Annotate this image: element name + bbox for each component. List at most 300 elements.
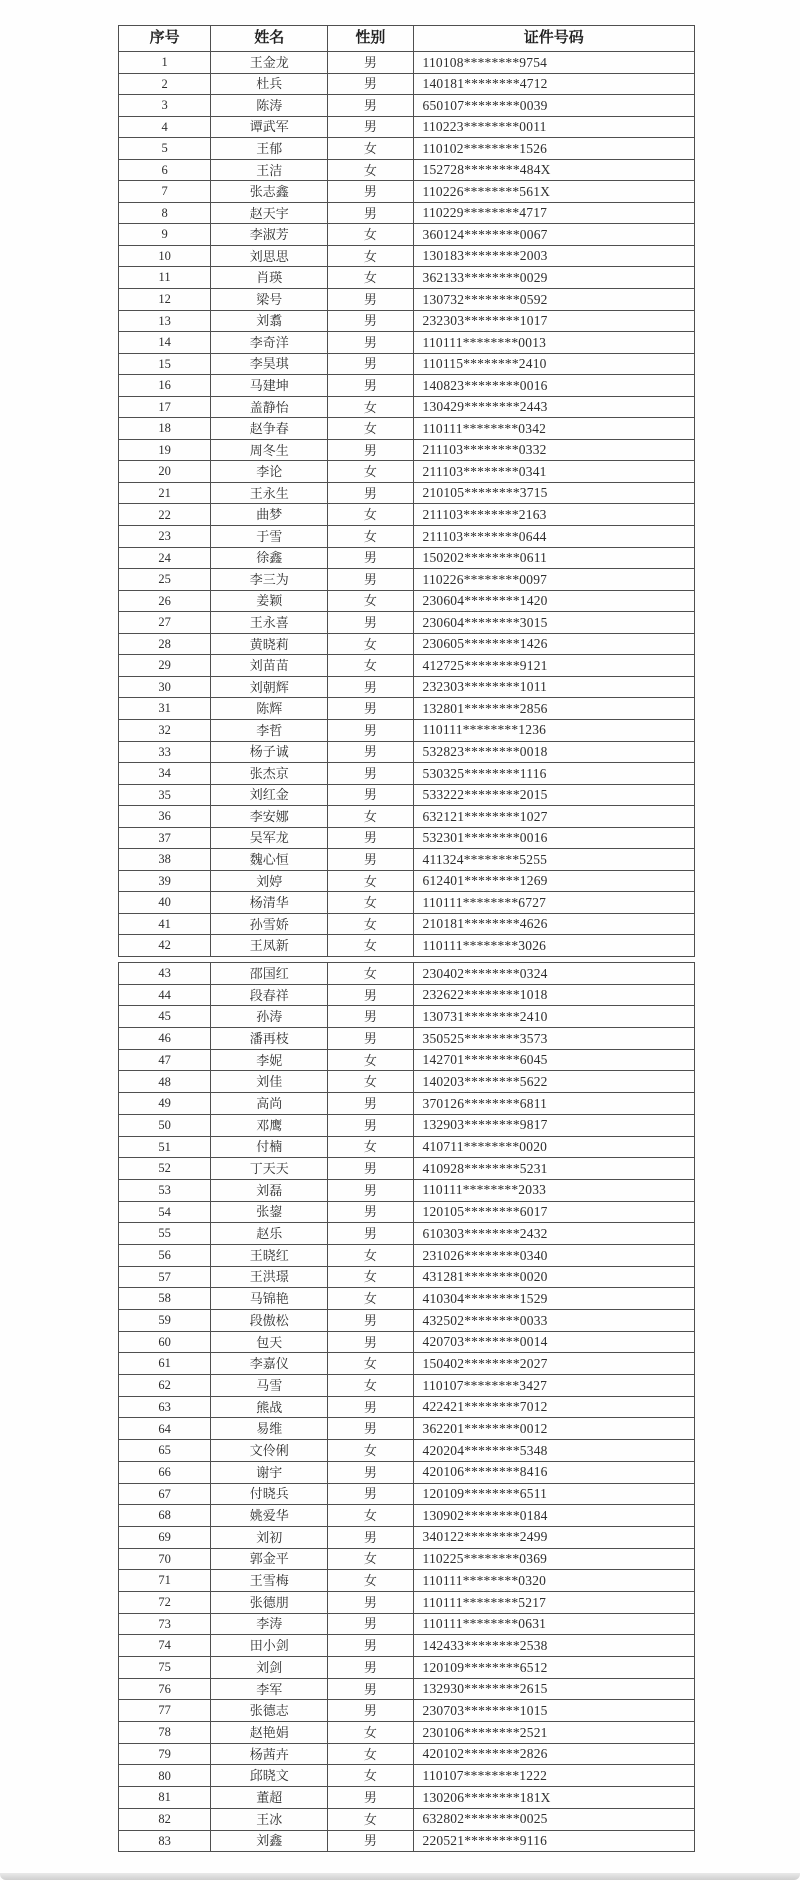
id-number-cell: 120109********6512	[413, 1657, 695, 1679]
gender-cell: 女	[328, 806, 413, 828]
gender-cell: 女	[328, 504, 413, 526]
table-row	[119, 73, 695, 95]
id-number-cell: 360124********0067	[413, 224, 695, 246]
gender-cell: 男	[328, 1526, 413, 1548]
id-number-cell: 140181********4712	[413, 73, 695, 95]
table-row	[119, 1418, 695, 1440]
gender-cell: 男	[328, 569, 413, 591]
id-number-cell: 210181********4626	[413, 913, 695, 935]
name-cell: 陈涛	[211, 95, 328, 117]
id-number-cell: 410928********5231	[413, 1158, 695, 1180]
gender-cell: 男	[328, 95, 413, 117]
gender-cell: 女	[328, 138, 413, 160]
table-row	[119, 52, 695, 74]
table-row	[119, 1223, 695, 1245]
id-number-cell: 230703********1015	[413, 1700, 695, 1722]
serial-cell: 39	[119, 870, 211, 892]
name-cell: 肖瑛	[211, 267, 328, 289]
name-cell: 李三为	[211, 569, 328, 591]
id-number-cell: 232303********1017	[413, 310, 695, 332]
table-row	[119, 1201, 695, 1223]
name-list-table-section-1	[118, 25, 695, 957]
header-id-number: 证件号码	[413, 26, 695, 52]
id-number-cell: 140823********0016	[413, 375, 695, 397]
serial-cell: 32	[119, 719, 211, 741]
serial-cell: 47	[119, 1049, 211, 1071]
table-row	[119, 439, 695, 461]
header-gender: 性别	[328, 26, 413, 52]
gender-cell: 男	[328, 202, 413, 224]
id-number-cell: 532301********0016	[413, 827, 695, 849]
id-number-cell: 152728********484X	[413, 159, 695, 181]
id-number-cell: 632802********0025	[413, 1808, 695, 1830]
gender-cell: 女	[328, 159, 413, 181]
name-cell: 马锦艳	[211, 1288, 328, 1310]
id-number-cell: 422421********7012	[413, 1396, 695, 1418]
id-number-cell: 232622********1018	[413, 984, 695, 1006]
table-row	[119, 870, 695, 892]
table-row	[119, 827, 695, 849]
table-row	[119, 1678, 695, 1700]
table-row	[119, 332, 695, 354]
id-number-cell: 110111********2033	[413, 1179, 695, 1201]
gender-cell: 男	[328, 181, 413, 203]
gender-cell: 女	[328, 267, 413, 289]
name-cell: 赵艳娟	[211, 1722, 328, 1744]
table-row	[119, 1657, 695, 1679]
serial-cell: 45	[119, 1006, 211, 1028]
name-cell: 李涛	[211, 1613, 328, 1635]
table-row	[119, 375, 695, 397]
id-number-cell: 420106********8416	[413, 1461, 695, 1483]
serial-cell: 27	[119, 612, 211, 634]
id-number-cell: 230402********0324	[413, 963, 695, 985]
serial-cell: 66	[119, 1461, 211, 1483]
serial-cell: 8	[119, 202, 211, 224]
id-number-cell: 362201********0012	[413, 1418, 695, 1440]
id-number-cell: 130206********181X	[413, 1787, 695, 1809]
table-row	[119, 202, 695, 224]
name-cell: 刘初	[211, 1526, 328, 1548]
table-row	[119, 1114, 695, 1136]
name-cell: 刘翥	[211, 310, 328, 332]
serial-cell: 13	[119, 310, 211, 332]
serial-cell: 77	[119, 1700, 211, 1722]
id-number-cell: 110111********5217	[413, 1591, 695, 1613]
gender-cell: 女	[328, 1808, 413, 1830]
serial-cell: 78	[119, 1722, 211, 1744]
id-number-cell: 230106********2521	[413, 1722, 695, 1744]
serial-cell: 1	[119, 52, 211, 74]
gender-cell: 女	[328, 396, 413, 418]
table-row	[119, 984, 695, 1006]
id-number-cell: 110111********0013	[413, 332, 695, 354]
id-number-cell: 420204********5348	[413, 1440, 695, 1462]
gender-cell: 女	[328, 418, 413, 440]
gender-cell: 女	[328, 1353, 413, 1375]
table-row	[119, 116, 695, 138]
gender-cell: 男	[328, 1591, 413, 1613]
name-cell: 易维	[211, 1418, 328, 1440]
id-number-cell: 130902********0184	[413, 1505, 695, 1527]
id-number-cell: 211103********0332	[413, 439, 695, 461]
name-cell: 张杰京	[211, 763, 328, 785]
name-cell: 付楠	[211, 1136, 328, 1158]
table-row	[119, 1353, 695, 1375]
serial-cell: 63	[119, 1396, 211, 1418]
name-cell: 邓鹰	[211, 1114, 328, 1136]
serial-cell: 59	[119, 1310, 211, 1332]
name-cell: 包天	[211, 1331, 328, 1353]
id-number-cell: 220521********9116	[413, 1830, 695, 1852]
table-row	[119, 1158, 695, 1180]
table-row	[119, 784, 695, 806]
table-row	[119, 1244, 695, 1266]
name-cell: 杜兵	[211, 73, 328, 95]
id-number-cell: 530325********1116	[413, 763, 695, 785]
gender-cell: 男	[328, 676, 413, 698]
serial-cell: 40	[119, 892, 211, 914]
gender-cell: 男	[328, 482, 413, 504]
name-cell: 杨子诚	[211, 741, 328, 763]
serial-cell: 71	[119, 1570, 211, 1592]
serial-cell: 33	[119, 741, 211, 763]
serial-cell: 41	[119, 913, 211, 935]
serial-cell: 29	[119, 655, 211, 677]
gender-cell: 男	[328, 1678, 413, 1700]
serial-cell: 30	[119, 676, 211, 698]
table-row	[119, 245, 695, 267]
gender-cell: 男	[328, 719, 413, 741]
name-cell: 李奇洋	[211, 332, 328, 354]
table-row	[119, 719, 695, 741]
id-number-cell: 132903********9817	[413, 1114, 695, 1136]
gender-cell: 男	[328, 827, 413, 849]
gender-cell: 女	[328, 224, 413, 246]
gender-cell: 女	[328, 870, 413, 892]
serial-cell: 22	[119, 504, 211, 526]
serial-cell: 16	[119, 375, 211, 397]
table-row	[119, 763, 695, 785]
table-row	[119, 633, 695, 655]
name-cell: 潘再枝	[211, 1028, 328, 1050]
gender-cell: 女	[328, 935, 413, 957]
name-cell: 段春祥	[211, 984, 328, 1006]
serial-cell: 28	[119, 633, 211, 655]
gender-cell: 男	[328, 73, 413, 95]
name-cell: 马雪	[211, 1375, 328, 1397]
header-serial: 序号	[119, 26, 211, 52]
name-cell: 曲梦	[211, 504, 328, 526]
gender-cell: 女	[328, 1071, 413, 1093]
name-cell: 刘剑	[211, 1657, 328, 1679]
table-row	[119, 353, 695, 375]
id-number-cell: 231026********0340	[413, 1244, 695, 1266]
gender-cell: 女	[328, 1266, 413, 1288]
gender-cell: 男	[328, 1310, 413, 1332]
table-row	[119, 1570, 695, 1592]
table-row	[119, 461, 695, 483]
id-number-cell: 230605********1426	[413, 633, 695, 655]
gender-cell: 男	[328, 612, 413, 634]
serial-cell: 82	[119, 1808, 211, 1830]
id-number-cell: 412725********9121	[413, 655, 695, 677]
serial-cell: 31	[119, 698, 211, 720]
id-number-cell: 210105********3715	[413, 482, 695, 504]
table-row	[119, 849, 695, 871]
gender-cell: 女	[328, 1375, 413, 1397]
table-row	[119, 267, 695, 289]
name-cell: 刘朝辉	[211, 676, 328, 698]
serial-cell: 46	[119, 1028, 211, 1050]
name-cell: 赵天宇	[211, 202, 328, 224]
name-cell: 李哲	[211, 719, 328, 741]
id-number-cell: 120105********6017	[413, 1201, 695, 1223]
name-cell: 付晓兵	[211, 1483, 328, 1505]
gender-cell: 男	[328, 1179, 413, 1201]
id-number-cell: 150402********2027	[413, 1353, 695, 1375]
serial-cell: 64	[119, 1418, 211, 1440]
gender-cell: 男	[328, 784, 413, 806]
id-number-cell: 110102********1526	[413, 138, 695, 160]
name-cell: 孙涛	[211, 1006, 328, 1028]
table-row	[119, 1722, 695, 1744]
name-cell: 王永生	[211, 482, 328, 504]
serial-cell: 44	[119, 984, 211, 1006]
id-number-cell: 110108********9754	[413, 52, 695, 74]
name-cell: 李淑芳	[211, 224, 328, 246]
id-number-cell: 120109********6511	[413, 1483, 695, 1505]
gender-cell: 男	[328, 1093, 413, 1115]
serial-cell: 67	[119, 1483, 211, 1505]
serial-cell: 73	[119, 1613, 211, 1635]
table-row	[119, 181, 695, 203]
gender-cell: 男	[328, 1331, 413, 1353]
table-row	[119, 741, 695, 763]
id-number-cell: 532823********0018	[413, 741, 695, 763]
serial-cell: 18	[119, 418, 211, 440]
table-row	[119, 1700, 695, 1722]
gender-cell: 男	[328, 439, 413, 461]
gender-cell: 男	[328, 353, 413, 375]
id-number-cell: 411324********5255	[413, 849, 695, 871]
gender-cell: 男	[328, 332, 413, 354]
name-cell: 吴军龙	[211, 827, 328, 849]
serial-cell: 9	[119, 224, 211, 246]
name-cell: 李妮	[211, 1049, 328, 1071]
name-cell: 刘红金	[211, 784, 328, 806]
name-cell: 张志鑫	[211, 181, 328, 203]
name-cell: 刘苗苗	[211, 655, 328, 677]
id-number-cell: 232303********1011	[413, 676, 695, 698]
serial-cell: 54	[119, 1201, 211, 1223]
table-row	[119, 676, 695, 698]
name-cell: 王雪梅	[211, 1570, 328, 1592]
table-row	[119, 1808, 695, 1830]
name-list-table-section-2	[118, 962, 695, 1852]
name-cell: 董超	[211, 1787, 328, 1809]
serial-cell: 49	[119, 1093, 211, 1115]
name-cell: 邵国红	[211, 963, 328, 985]
table-row	[119, 1591, 695, 1613]
name-cell: 李论	[211, 461, 328, 483]
gender-cell: 男	[328, 1483, 413, 1505]
id-number-cell: 110225********0369	[413, 1548, 695, 1570]
serial-cell: 61	[119, 1353, 211, 1375]
gender-cell: 女	[328, 1548, 413, 1570]
name-cell: 刘鑫	[211, 1830, 328, 1852]
header-name: 姓名	[211, 26, 328, 52]
id-number-cell: 132801********2856	[413, 698, 695, 720]
name-cell: 盖静怡	[211, 396, 328, 418]
serial-cell: 24	[119, 547, 211, 569]
name-cell: 王洪璟	[211, 1266, 328, 1288]
serial-cell: 83	[119, 1830, 211, 1852]
table-row	[119, 655, 695, 677]
id-number-cell: 211103********0341	[413, 461, 695, 483]
table-row	[119, 1310, 695, 1332]
id-number-cell: 130429********2443	[413, 396, 695, 418]
serial-cell: 35	[119, 784, 211, 806]
serial-cell: 55	[119, 1223, 211, 1245]
table-row	[119, 892, 695, 914]
serial-cell: 60	[119, 1331, 211, 1353]
table-row	[119, 806, 695, 828]
id-number-cell: 110107********3427	[413, 1375, 695, 1397]
serial-cell: 57	[119, 1266, 211, 1288]
serial-cell: 62	[119, 1375, 211, 1397]
serial-cell: 25	[119, 569, 211, 591]
id-number-cell: 420703********0014	[413, 1331, 695, 1353]
serial-cell: 36	[119, 806, 211, 828]
table-row	[119, 1505, 695, 1527]
id-number-cell: 110107********1222	[413, 1765, 695, 1787]
table-row	[119, 1266, 695, 1288]
name-cell: 杨茜卉	[211, 1743, 328, 1765]
table-row	[119, 396, 695, 418]
name-cell: 刘婷	[211, 870, 328, 892]
gender-cell: 男	[328, 1613, 413, 1635]
table-row	[119, 1613, 695, 1635]
name-cell: 高尚	[211, 1093, 328, 1115]
name-cell: 李嘉仪	[211, 1353, 328, 1375]
name-cell: 张鋆	[211, 1201, 328, 1223]
id-number-cell: 130731********2410	[413, 1006, 695, 1028]
serial-cell: 76	[119, 1678, 211, 1700]
name-list-table	[118, 25, 695, 957]
table-row	[119, 1830, 695, 1852]
gender-cell: 女	[328, 892, 413, 914]
name-cell: 马建坤	[211, 375, 328, 397]
name-cell: 赵乐	[211, 1223, 328, 1245]
id-number-cell: 132930********2615	[413, 1678, 695, 1700]
id-number-cell: 110111********1236	[413, 719, 695, 741]
table-row	[119, 95, 695, 117]
id-number-cell: 110111********6727	[413, 892, 695, 914]
serial-cell: 48	[119, 1071, 211, 1093]
table-row	[119, 289, 695, 311]
gender-cell: 男	[328, 1830, 413, 1852]
id-number-cell: 142701********6045	[413, 1049, 695, 1071]
gender-cell: 男	[328, 289, 413, 311]
serial-cell: 58	[119, 1288, 211, 1310]
table-row	[119, 963, 695, 985]
id-number-cell: 350525********3573	[413, 1028, 695, 1050]
table-row	[119, 547, 695, 569]
name-cell: 文伶俐	[211, 1440, 328, 1462]
serial-cell: 42	[119, 935, 211, 957]
id-number-cell: 110111********0631	[413, 1613, 695, 1635]
name-cell: 刘佳	[211, 1071, 328, 1093]
table-row	[119, 1179, 695, 1201]
gender-cell: 男	[328, 1114, 413, 1136]
name-cell: 王金龙	[211, 52, 328, 74]
table-row	[119, 418, 695, 440]
gender-cell: 男	[328, 52, 413, 74]
table-row	[119, 526, 695, 548]
name-cell: 田小剑	[211, 1635, 328, 1657]
serial-cell: 5	[119, 138, 211, 160]
serial-cell: 51	[119, 1136, 211, 1158]
serial-cell: 26	[119, 590, 211, 612]
serial-cell: 38	[119, 849, 211, 871]
serial-cell: 11	[119, 267, 211, 289]
gender-cell: 男	[328, 698, 413, 720]
id-number-cell: 110111********0320	[413, 1570, 695, 1592]
name-cell: 王洁	[211, 159, 328, 181]
id-number-cell: 110229********4717	[413, 202, 695, 224]
serial-cell: 10	[119, 245, 211, 267]
serial-cell: 70	[119, 1548, 211, 1570]
table-row	[119, 1006, 695, 1028]
name-cell: 张德朋	[211, 1591, 328, 1613]
id-number-cell: 110223********0011	[413, 116, 695, 138]
name-list-table-continued	[118, 962, 695, 1852]
name-cell: 陈辉	[211, 698, 328, 720]
name-cell: 杨清华	[211, 892, 328, 914]
gender-cell: 男	[328, 1461, 413, 1483]
gender-cell: 女	[328, 1743, 413, 1765]
name-cell: 徐鑫	[211, 547, 328, 569]
name-cell: 姚爱华	[211, 1505, 328, 1527]
name-cell: 李昊琪	[211, 353, 328, 375]
serial-cell: 81	[119, 1787, 211, 1809]
table-row	[119, 1787, 695, 1809]
name-cell: 刘磊	[211, 1179, 328, 1201]
gender-cell: 男	[328, 984, 413, 1006]
name-cell: 周冬生	[211, 439, 328, 461]
table-row	[119, 138, 695, 160]
gender-cell: 女	[328, 1765, 413, 1787]
name-cell: 于雪	[211, 526, 328, 548]
id-number-cell: 340122********2499	[413, 1526, 695, 1548]
table-row	[119, 935, 695, 957]
serial-cell: 3	[119, 95, 211, 117]
serial-cell: 2	[119, 73, 211, 95]
table-row	[119, 1548, 695, 1570]
id-number-cell: 230604********3015	[413, 612, 695, 634]
gender-cell: 女	[328, 1244, 413, 1266]
serial-cell: 80	[119, 1765, 211, 1787]
table-row	[119, 1461, 695, 1483]
gender-cell: 男	[328, 1635, 413, 1657]
gender-cell: 女	[328, 633, 413, 655]
name-cell: 丁天天	[211, 1158, 328, 1180]
serial-cell: 21	[119, 482, 211, 504]
gender-cell: 女	[328, 1440, 413, 1462]
gender-cell: 男	[328, 849, 413, 871]
id-number-cell: 410711********0020	[413, 1136, 695, 1158]
